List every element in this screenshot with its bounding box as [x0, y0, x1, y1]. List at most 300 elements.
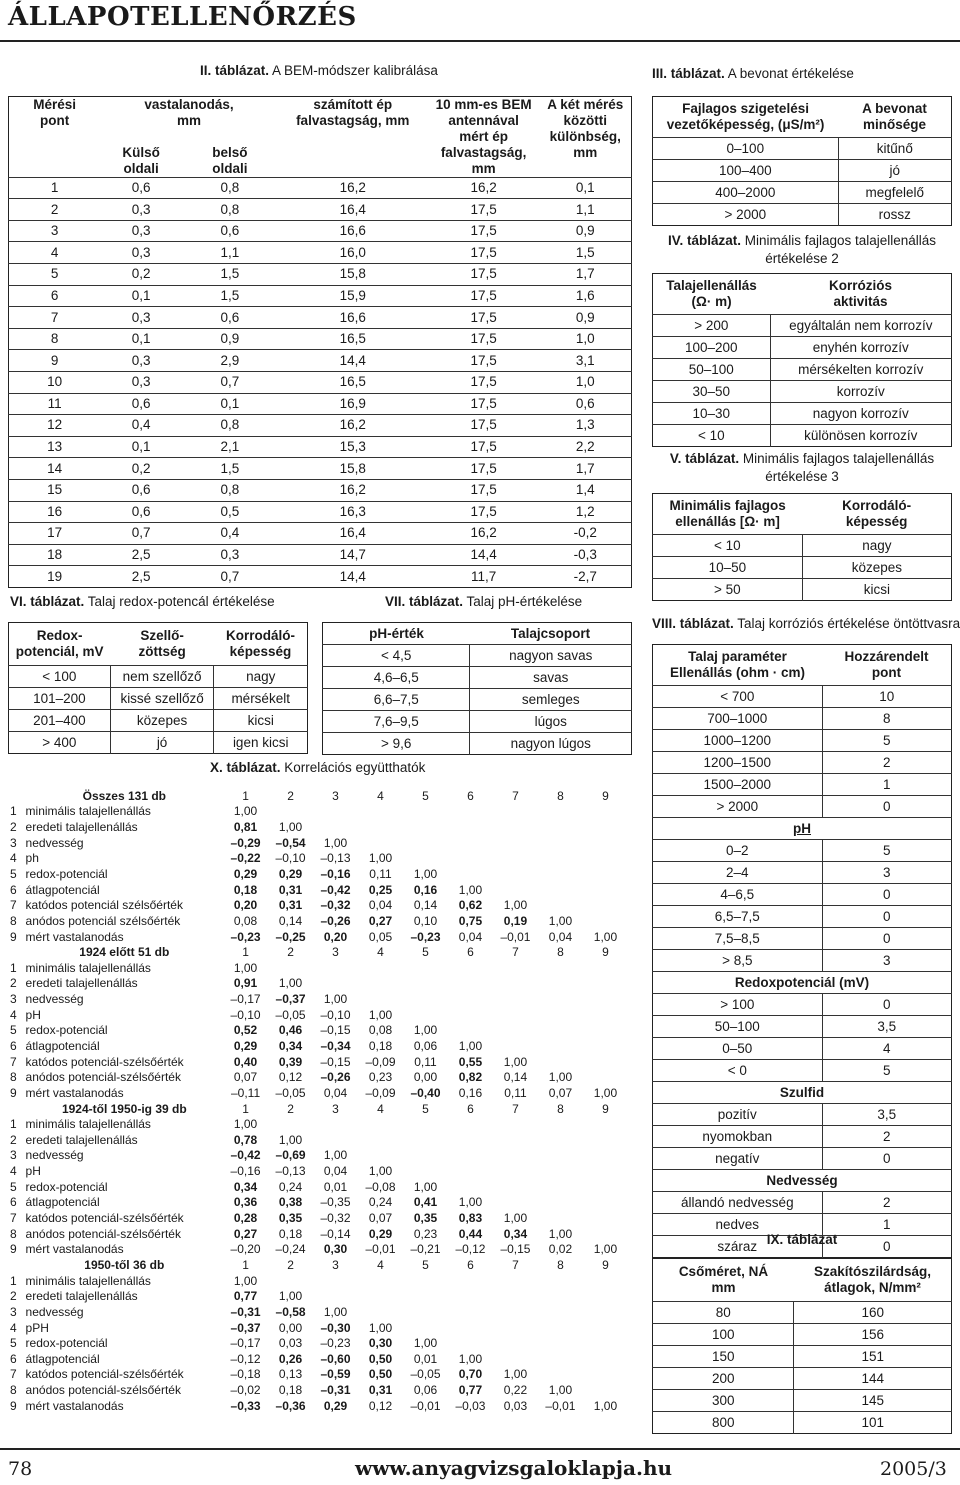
correlation-value	[403, 1148, 448, 1164]
table-row	[8, 1038, 628, 1054]
cell-difference: 2,2	[540, 436, 632, 458]
table-row	[8, 1398, 628, 1414]
cell-point: 17	[9, 523, 101, 545]
row-number: 8	[10, 1226, 17, 1241]
row-label: ph	[25, 851, 39, 866]
table-row	[653, 1346, 952, 1368]
correlation-value	[583, 1351, 628, 1367]
cell-points: 8	[822, 708, 951, 730]
row-label: pH	[25, 1164, 41, 1179]
cell-soil-group: nagyon savas	[470, 645, 632, 667]
correlation-value: –0,40	[410, 1085, 441, 1100]
row-number: 7	[10, 1367, 17, 1382]
cell-bem: 16,2	[428, 523, 540, 545]
correlation-value	[403, 1007, 448, 1023]
correlation-value	[583, 1320, 628, 1336]
cell-external: 0,6	[100, 479, 182, 501]
table-row	[9, 263, 632, 285]
correlation-value: –0,15	[320, 1054, 351, 1069]
correlation-value: 0,50	[368, 1351, 393, 1366]
cell-aeration: kissé szellőző	[110, 688, 214, 710]
col-header-corrosion-activity: Korróziós aktivitás	[829, 278, 893, 309]
table-row	[8, 1304, 628, 1320]
table-row	[653, 686, 952, 708]
correlation-value	[448, 1304, 493, 1320]
correlation-value: 1,00	[233, 960, 258, 975]
correlation-value: –0,17	[230, 992, 261, 1007]
correlation-value: –0,18	[230, 1367, 261, 1382]
cell-internal: 1,5	[182, 458, 278, 480]
col-header-external: Külső oldali	[122, 144, 160, 176]
section-row	[653, 1170, 952, 1192]
cell-bem: 17,5	[428, 415, 540, 437]
cell-activity: egyáltalán nem korrozív	[770, 315, 951, 337]
col-header-bem: 10 mm-es BEM antennával mért ép falvastagság, mm	[435, 97, 532, 176]
cell-aeration: jó	[110, 732, 214, 754]
cell-internal: 0,9	[182, 328, 278, 350]
column-index: 4	[377, 945, 384, 960]
row-label: nedvesség	[25, 835, 84, 850]
cell-min-resistivity: > 50	[653, 579, 803, 601]
correlation-value	[538, 1210, 583, 1226]
table-row	[653, 1390, 952, 1412]
table-7-ph	[322, 622, 632, 755]
correlation-value	[493, 1023, 538, 1039]
correlation-value: 0,01	[323, 1179, 348, 1194]
group-title: 1950-től 36 db	[84, 1257, 165, 1272]
cell-bem: 14,4	[428, 544, 540, 566]
correlation-value	[538, 804, 583, 820]
table-row	[8, 913, 628, 929]
cell-calculated: 16,4	[278, 199, 428, 221]
table-row	[8, 1054, 628, 1070]
correlation-value	[583, 1304, 628, 1320]
table-5-min-resistivity	[652, 493, 952, 601]
cell-point: 7	[9, 307, 101, 329]
correlation-value	[538, 1148, 583, 1164]
table-row	[9, 436, 632, 458]
table-row	[9, 523, 632, 545]
correlation-value	[448, 1132, 493, 1148]
correlation-value: 0,91	[233, 976, 258, 991]
row-number: 9	[10, 1085, 17, 1100]
row-number: 4	[10, 1320, 17, 1335]
cell-resistivity: 50–100	[653, 359, 771, 381]
cell-internal: 0,8	[182, 199, 278, 221]
cell-points: 5	[822, 730, 951, 752]
correlation-value	[358, 960, 403, 976]
table-9-tensile	[652, 1258, 952, 1434]
table-row	[8, 835, 628, 851]
caption-text: Talaj korróziós értékelése öntöttvasra	[733, 616, 960, 631]
correlation-value: 1,00	[233, 804, 258, 819]
correlation-value: 0,06	[413, 1038, 438, 1053]
correlation-value	[403, 960, 448, 976]
correlation-value	[313, 804, 358, 820]
correlation-value	[583, 819, 628, 835]
section-row	[653, 818, 952, 840]
correlation-value: 1,00	[323, 835, 348, 850]
correlation-value	[493, 1038, 538, 1054]
correlation-value: 0,30	[368, 1336, 393, 1351]
correlation-value	[448, 976, 493, 992]
cell-activity: mérsékelten korrozív	[770, 359, 951, 381]
section-heading: Nedvesség	[653, 1170, 952, 1192]
cell-aeration: közepes	[110, 710, 214, 732]
section-row	[653, 972, 952, 994]
cell-difference: 0,1	[540, 177, 632, 199]
row-number: 2	[10, 1132, 17, 1147]
cell-point: 18	[9, 544, 101, 566]
cell-external: 0,3	[100, 220, 182, 242]
table-row	[653, 1412, 952, 1434]
cell-internal: 1,5	[182, 263, 278, 285]
correlation-value: 0,46	[278, 1023, 303, 1038]
row-label: eredeti talajellenállás	[25, 1132, 138, 1147]
correlation-value: 1,00	[593, 1242, 618, 1257]
correlation-value	[583, 991, 628, 1007]
cell-internal: 2,1	[182, 436, 278, 458]
cell-external: 0,3	[100, 350, 182, 372]
table-row	[9, 710, 308, 732]
correlation-value	[493, 1351, 538, 1367]
column-index: 9	[602, 945, 609, 960]
cell-internal: 0,8	[182, 415, 278, 437]
correlation-value: 1,00	[593, 1085, 618, 1100]
correlation-value: 0,18	[278, 1383, 303, 1398]
col-header-coating-quality: A bevonat minősége	[862, 101, 927, 132]
cell-conductivity: 100–400	[653, 160, 839, 182]
cell-points: 0	[822, 906, 951, 928]
correlation-value	[403, 851, 448, 867]
correlation-value: 0,55	[458, 1054, 483, 1069]
correlation-value: –0,42	[230, 1148, 261, 1163]
table-row	[8, 1242, 628, 1258]
correlation-value: 0,12	[278, 1070, 303, 1085]
correlation-value: 1,00	[413, 1023, 438, 1038]
table-row	[8, 851, 628, 867]
correlation-value: 1,00	[323, 992, 348, 1007]
correlation-value: 0,34	[233, 1179, 258, 1194]
cell-internal: 0,4	[182, 523, 278, 545]
correlation-value	[493, 882, 538, 898]
correlation-value	[493, 1116, 538, 1132]
column-index: 9	[602, 1101, 609, 1116]
group-title: 1924-től 1950-ig 39 db	[61, 1101, 187, 1116]
correlation-value: 0,29	[233, 866, 258, 881]
caption-number: VI. táblázat.	[10, 594, 85, 609]
table-row	[653, 204, 952, 226]
correlation-value: 0,03	[278, 1336, 303, 1351]
correlation-value: –0,02	[230, 1383, 261, 1398]
row-label: nedvesség	[25, 992, 84, 1007]
cell-bem: 17,5	[428, 501, 540, 523]
cell-parameter: 0–50	[653, 1038, 823, 1060]
cell-calculated: 16,5	[278, 371, 428, 393]
table-row	[8, 1085, 628, 1101]
cell-bem: 17,5	[428, 263, 540, 285]
correlation-value: –0,32	[320, 898, 351, 913]
correlation-value	[493, 804, 538, 820]
cell-internal: 2,9	[182, 350, 278, 372]
cell-calculated: 16,6	[278, 307, 428, 329]
correlation-value	[403, 991, 448, 1007]
correlation-value: 1,00	[413, 866, 438, 881]
correlation-value	[448, 991, 493, 1007]
column-index: 1	[242, 1101, 249, 1116]
correlation-value	[493, 1163, 538, 1179]
correlation-value	[538, 1289, 583, 1305]
correlation-value	[493, 866, 538, 882]
row-label: mért vastalanodás	[25, 1398, 124, 1413]
table-row	[8, 819, 628, 835]
correlation-value	[538, 991, 583, 1007]
table-7-caption	[385, 594, 582, 609]
cell-calculated: 16,2	[278, 479, 428, 501]
cell-point: 5	[9, 263, 101, 285]
correlation-value: 0,03	[503, 1398, 528, 1413]
table-row	[653, 535, 952, 557]
column-index: 3	[332, 1257, 339, 1272]
cell-difference: 1,4	[540, 479, 632, 501]
correlation-value	[583, 960, 628, 976]
correlation-value: 1,00	[548, 1070, 573, 1085]
row-label: katódos potenciál-szélsőérték	[25, 1211, 184, 1226]
col-header-soil-parameter: Talaj paraméter Ellenállás (ohm · cm)	[670, 649, 806, 680]
col-header-ph: pH-érték	[369, 625, 424, 641]
cell-parameter: 1000–1200	[653, 730, 823, 752]
table-row	[653, 884, 952, 906]
correlation-value: –0,03	[455, 1398, 486, 1413]
cell-calculated: 14,4	[339, 568, 366, 584]
cell-calculated: 14,7	[278, 544, 428, 566]
cell-point: 10	[9, 371, 101, 393]
correlation-value	[403, 1273, 448, 1289]
cell-bem: 17,5	[428, 479, 540, 501]
table-row	[9, 285, 632, 307]
correlation-value: 0,04	[323, 1164, 348, 1179]
cell-external: 0,2	[100, 458, 182, 480]
cell-external: 0,3	[100, 199, 182, 221]
cell-ph: 6,6–7,5	[323, 689, 470, 711]
cell-bem: 17,5	[428, 328, 540, 350]
correlation-value	[538, 1007, 583, 1023]
correlation-value: –0,20	[230, 1242, 261, 1257]
table-5-caption	[652, 450, 952, 485]
cell-parameter: 1500–2000	[653, 774, 823, 796]
column-index: 7	[512, 788, 519, 803]
cell-corrosivity: kicsi	[863, 581, 890, 597]
correlation-value: 0,31	[278, 882, 303, 897]
correlation-value: –0,14	[320, 1226, 351, 1241]
correlation-value	[448, 1023, 493, 1039]
correlation-value	[358, 1132, 403, 1148]
correlation-value	[448, 835, 493, 851]
cell-difference: 1,1	[540, 199, 632, 221]
correlation-value	[583, 1210, 628, 1226]
row-number-blank	[8, 944, 26, 960]
correlation-value: 0,06	[413, 1383, 438, 1398]
correlation-value	[358, 1116, 403, 1132]
table-row	[8, 1382, 628, 1398]
correlation-value: 0,10	[413, 913, 438, 928]
correlation-value: 0,39	[278, 1054, 303, 1069]
cell-internal: 0,8	[182, 479, 278, 501]
table-row	[653, 557, 952, 579]
correlation-value: 0,04	[368, 898, 393, 913]
correlation-value: –0,54	[275, 835, 306, 850]
table-row	[323, 667, 632, 689]
cell-redox: 201–400	[9, 710, 111, 732]
correlation-value	[538, 882, 583, 898]
table-2-bem-calibration	[8, 96, 632, 588]
correlation-value: 0,11	[414, 1054, 437, 1069]
cell-soil-group: lúgos	[470, 711, 632, 733]
row-number: 1	[10, 960, 17, 975]
correlation-value	[493, 1273, 538, 1289]
table-row	[323, 733, 632, 755]
correlation-value	[358, 1273, 403, 1289]
correlation-value	[313, 1289, 358, 1305]
cell-bem: 17,5	[428, 371, 540, 393]
correlation-value	[538, 1038, 583, 1054]
column-index: 8	[557, 1101, 564, 1116]
correlation-value: 1,00	[323, 1148, 348, 1163]
table-row	[8, 1007, 628, 1023]
column-index: 3	[332, 945, 339, 960]
correlation-value: –0,32	[320, 1211, 351, 1226]
correlation-value: 0,77	[458, 1383, 483, 1398]
cell-difference: 1,7	[540, 263, 632, 285]
correlation-value: 1,00	[503, 898, 528, 913]
table-row	[9, 688, 308, 710]
table-row	[9, 566, 632, 588]
correlation-value	[583, 882, 628, 898]
row-number: 4	[10, 1007, 17, 1022]
row-number: 3	[10, 835, 17, 850]
cell-calculated: 16,2	[278, 415, 428, 437]
correlation-value: 1,00	[503, 1054, 528, 1069]
cell-points: 0	[822, 1148, 951, 1170]
col-header-corrosivity: Korrodáló- képesség	[842, 498, 912, 529]
correlation-value: 0,27	[233, 1226, 258, 1241]
correlation-value: –0,13	[275, 1164, 306, 1179]
correlation-value	[448, 1289, 493, 1305]
table-row	[8, 929, 628, 945]
cell-redox: < 100	[9, 666, 111, 688]
correlation-value	[493, 960, 538, 976]
correlation-value	[358, 819, 403, 835]
column-index: 7	[512, 945, 519, 960]
cell-ph: > 9,6	[323, 733, 470, 755]
row-label: átlagpotenciál	[25, 882, 100, 897]
row-label: katódos potenciál-szélsőérték	[25, 1054, 184, 1069]
row-label: mért vastalanodás	[25, 1085, 124, 1100]
correlation-value	[583, 897, 628, 913]
correlation-value: 0,19	[503, 913, 528, 928]
column-index: 9	[602, 788, 609, 803]
table-row	[8, 1335, 628, 1351]
col-header-tensile-strength: Szakítószilárdság, átlagok, N/mm²	[813, 1264, 931, 1295]
correlation-value	[448, 960, 493, 976]
cell-bem: 17,5	[428, 199, 540, 221]
correlation-value	[538, 1304, 583, 1320]
journal-website: www.anyagvizsgaloklapja.hu	[355, 1456, 673, 1480]
correlation-value: 0,41	[413, 1195, 438, 1210]
correlation-value	[538, 1320, 583, 1336]
correlation-value	[538, 897, 583, 913]
table-4-soil-resistivity	[652, 273, 952, 447]
cell-internal: 0,8	[182, 177, 278, 199]
correlation-value: –0,25	[275, 929, 306, 944]
row-number: 8	[10, 1383, 17, 1398]
row-number: 6	[10, 1195, 17, 1210]
row-label: anódos potenciál-szélsőérték	[25, 1070, 181, 1085]
column-index: 4	[377, 788, 384, 803]
table-row	[653, 950, 952, 972]
column-index: 8	[557, 788, 564, 803]
table-row	[9, 242, 632, 264]
table-row	[653, 579, 952, 601]
col-header-assigned-point: Hozzárendelt pont	[844, 649, 929, 680]
cell-internal: 0,3	[182, 544, 278, 566]
cell-tensile-strength: 145	[794, 1390, 952, 1412]
correlation-value: 1,00	[548, 1226, 573, 1241]
table-row	[653, 752, 952, 774]
cell-quality: rossz	[878, 206, 911, 222]
correlation-value: –0,11	[230, 1085, 261, 1100]
correlation-value: –0,58	[275, 1304, 306, 1319]
correlation-value	[583, 913, 628, 929]
cell-points: 4	[822, 1038, 951, 1060]
table-row	[9, 732, 308, 754]
correlation-value: 0,29	[323, 1398, 348, 1413]
table-8-caption	[652, 616, 960, 631]
correlation-value	[583, 804, 628, 820]
cell-parameter: > 2000	[653, 796, 823, 818]
column-index: 5	[422, 1257, 429, 1272]
row-number: 4	[10, 851, 17, 866]
correlation-value: 1,00	[323, 1304, 348, 1319]
table-row	[653, 1104, 952, 1126]
cell-external: 0,1	[100, 285, 182, 307]
cell-difference: 1,0	[540, 371, 632, 393]
row-number: 4	[10, 1164, 17, 1179]
table-3-caption	[652, 66, 854, 81]
cell-point: 14	[9, 458, 101, 480]
correlation-value: 1,00	[548, 1383, 573, 1398]
group-header-row	[8, 788, 628, 804]
correlation-value	[448, 1163, 493, 1179]
cell-points: 2	[822, 1126, 951, 1148]
table-row	[653, 994, 952, 1016]
row-label: átlagpotenciál	[25, 1038, 100, 1053]
correlation-value: 0,70	[458, 1367, 483, 1382]
correlation-value	[493, 1148, 538, 1164]
correlation-value	[583, 1148, 628, 1164]
correlation-value: 1,00	[593, 929, 618, 944]
correlation-value	[493, 835, 538, 851]
correlation-value	[403, 1320, 448, 1336]
correlation-value: –0,37	[275, 992, 306, 1007]
correlation-value: –0,01	[410, 1398, 441, 1413]
correlation-value	[493, 1007, 538, 1023]
cell-resistivity: 100–200	[653, 337, 771, 359]
correlation-value	[583, 1054, 628, 1070]
row-label: minimális talajellenállás	[25, 960, 151, 975]
correlation-value: 0,82	[458, 1070, 483, 1085]
table-row	[8, 1210, 628, 1226]
